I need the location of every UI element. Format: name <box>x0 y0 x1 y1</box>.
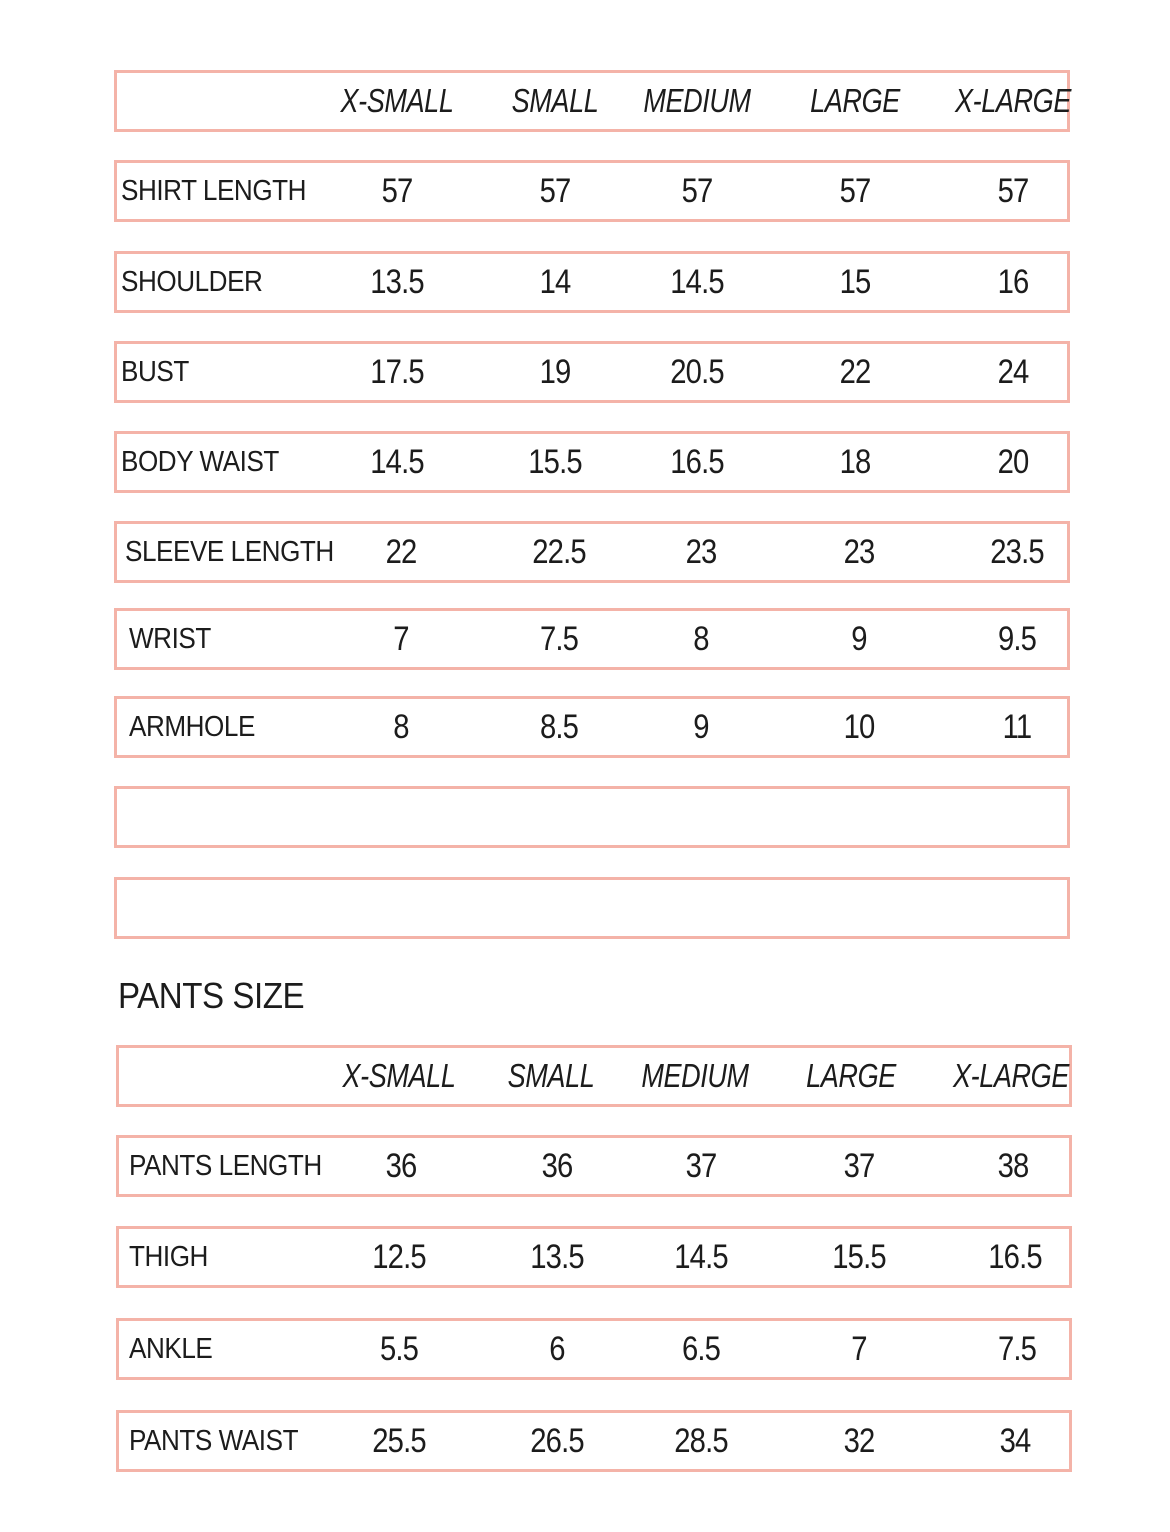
table-cell: 17.5 <box>370 352 424 391</box>
row-label: ARMHOLE <box>129 710 255 743</box>
row-label: THIGH <box>129 1240 208 1273</box>
row-label: ANKLE <box>129 1332 213 1365</box>
table-cell: 24 <box>997 352 1029 391</box>
table-row <box>116 1226 1072 1288</box>
table-cell: 32 <box>843 1421 875 1460</box>
table-cell: 13.5 <box>530 1237 584 1276</box>
table-cell: 14.5 <box>370 442 424 481</box>
table-cell: 19 <box>539 352 571 391</box>
table-row <box>114 341 1070 403</box>
table-cell: 57 <box>997 171 1029 210</box>
table-cell: 36 <box>385 1146 417 1185</box>
table-cell: 37 <box>685 1146 717 1185</box>
table-cell: 11 <box>1002 707 1032 746</box>
table-cell: 57 <box>381 171 413 210</box>
section-title: PANTS SIZE <box>118 975 305 1016</box>
row-label: BODY WAIST <box>121 445 279 478</box>
size-header-xlarge: X-LARGE <box>955 82 1071 119</box>
table-cell: 7 <box>393 619 409 658</box>
table-cell: 23 <box>843 532 875 571</box>
table-cell: 22 <box>385 532 417 571</box>
empty-table-row <box>114 786 1070 848</box>
size-header-large: LARGE <box>806 1057 896 1094</box>
size-header-medium: MEDIUM <box>641 1057 749 1094</box>
table-cell: 6 <box>549 1329 565 1368</box>
size-header-xlarge: X-LARGE <box>953 1057 1069 1094</box>
table-cell: 14 <box>539 262 571 301</box>
table-cell: 10 <box>843 707 875 746</box>
table-row <box>114 251 1070 313</box>
row-label: BUST <box>121 355 189 388</box>
row-label: PANTS WAIST <box>129 1424 299 1457</box>
size-header-large: LARGE <box>810 82 900 119</box>
table-cell: 7.5 <box>997 1329 1037 1368</box>
table-cell: 7.5 <box>539 619 579 658</box>
table-cell: 5.5 <box>379 1329 419 1368</box>
table-cell: 13.5 <box>370 262 424 301</box>
table-cell: 57 <box>839 171 871 210</box>
table-cell: 37 <box>843 1146 875 1185</box>
table-cell: 9.5 <box>997 619 1037 658</box>
size-header-small: SMALL <box>507 1057 595 1094</box>
table-cell: 16.5 <box>988 1237 1042 1276</box>
table-row <box>114 696 1070 758</box>
shirt-header-row <box>114 70 1070 132</box>
size-header-small: SMALL <box>511 82 599 119</box>
table-cell: 26.5 <box>530 1421 584 1460</box>
table-cell: 16.5 <box>670 442 724 481</box>
pants-header-row <box>116 1045 1072 1107</box>
table-cell: 15.5 <box>832 1237 886 1276</box>
table-cell: 9 <box>693 707 709 746</box>
table-row <box>114 160 1070 222</box>
row-label: SHOULDER <box>121 265 263 298</box>
table-row <box>116 1318 1072 1380</box>
table-cell: 14.5 <box>670 262 724 301</box>
table-row <box>116 1135 1072 1197</box>
table-cell: 8 <box>393 707 409 746</box>
table-cell: 7 <box>851 1329 867 1368</box>
row-label: PANTS LENGTH <box>129 1149 322 1182</box>
table-cell: 15 <box>839 262 871 301</box>
table-cell: 8 <box>693 619 709 658</box>
row-label: WRIST <box>129 622 211 655</box>
table-cell: 8.5 <box>539 707 579 746</box>
table-cell: 23 <box>685 532 717 571</box>
table-cell: 38 <box>997 1146 1029 1185</box>
size-header-xsmall: X-SMALL <box>342 1057 456 1094</box>
table-cell: 9 <box>851 619 867 658</box>
empty-table-row <box>114 877 1070 939</box>
table-cell: 20.5 <box>670 352 724 391</box>
table-cell: 28.5 <box>674 1421 728 1460</box>
table-cell: 14.5 <box>674 1237 728 1276</box>
row-label: SHIRT LENGTH <box>121 174 307 207</box>
table-row <box>114 431 1070 493</box>
table-row <box>116 1410 1072 1472</box>
table-cell: 57 <box>681 171 713 210</box>
table-cell: 22 <box>839 352 871 391</box>
table-cell: 15.5 <box>528 442 582 481</box>
table-cell: 12.5 <box>372 1237 426 1276</box>
table-row <box>114 608 1070 670</box>
size-header-xsmall: X-SMALL <box>340 82 454 119</box>
table-cell: 57 <box>539 171 571 210</box>
size-header-medium: MEDIUM <box>643 82 751 119</box>
table-cell: 25.5 <box>372 1421 426 1460</box>
table-cell: 16 <box>997 262 1029 301</box>
table-row <box>114 521 1070 583</box>
table-cell: 6.5 <box>681 1329 721 1368</box>
table-cell: 34 <box>999 1421 1031 1460</box>
table-cell: 23.5 <box>990 532 1044 571</box>
table-cell: 22.5 <box>532 532 586 571</box>
table-cell: 36 <box>541 1146 573 1185</box>
table-cell: 20 <box>997 442 1029 481</box>
row-label: SLEEVE LENGTH <box>125 535 334 568</box>
table-cell: 18 <box>839 442 871 481</box>
